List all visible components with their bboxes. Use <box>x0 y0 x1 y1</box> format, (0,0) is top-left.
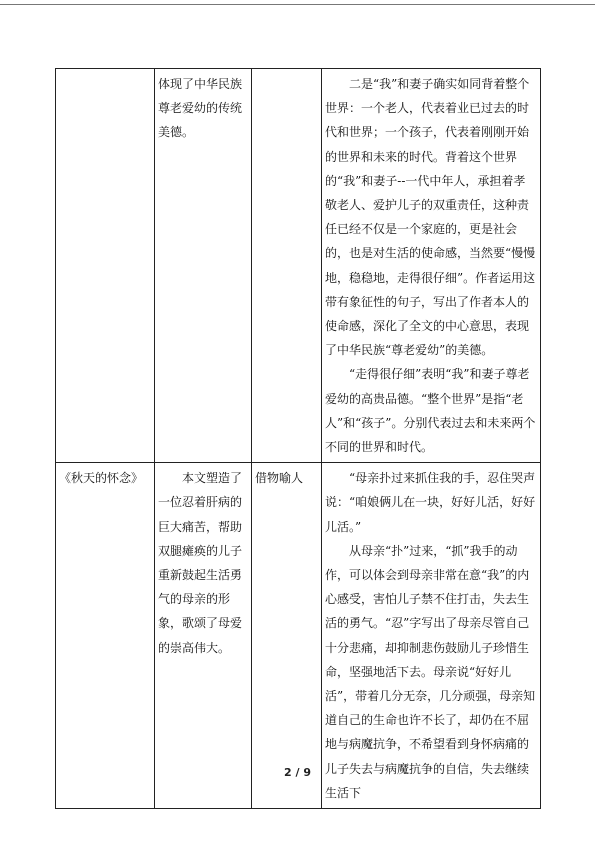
analysis-paragraph: “母亲扑过来抓住我的手，忍住哭声说：“咱娘俩儿在一块，好好儿活，好好儿活。” <box>325 471 536 534</box>
cell-title <box>56 69 155 463</box>
analysis-paragraph: “走得很仔细”表明“我”和妻子尊老爱幼的高贵品德。“整个世界”是指“老人”和“孩子”。分别代表过去和未来两个不同的世界和时代。 <box>325 367 536 455</box>
analysis-paragraph: 二是“我”和妻子确实如同背着整个世界：一个老人，代表着业已过去的时代和世界；一个孩子，代表着刚刚开始的世界和未来的时代。背着这个世界的“我”和妻子--一代中年人，承担着孝敬老人、爱护儿子的双重责任，这种责任已经不仅是一个家庭的，更是社会的，也是对生活的使命感，当然要“慢慢地，稳稳地，走得很仔细”。作者运用这带有象征性的句子，写出了作者本人的使命感，深化了全文的中心意思，表现了中华民族“尊老爱幼”的美德。 <box>325 77 536 358</box>
page-number: 2 / 9 <box>284 766 311 779</box>
text-technique: 借物喻人 <box>255 471 304 486</box>
cell-analysis <box>322 69 541 463</box>
analysis-paragraph: 从母亲“扑”过来，“抓”我手的动作，可以体会到母亲非常在意“我”的内心感受，害怕儿子禁不住打击，失去生活的勇气。“忍”字写出了母亲尽管自己十分悲痛，却抑制悲伤鼓励儿子珍惜生命，坚强地活下去。母亲说“好好儿活”，带着几分无奈，几分顽强，母亲知道自己的生命也许不长了，却仍在不屈地与病魔抗争，不希望看到身怀病痛的儿子失去与病魔抗争的自信，失去继续生活下 <box>325 543 536 800</box>
text-summary: 本文塑造了一位忍着肝病的巨大痛苦，帮助双腿瘫痪的儿子重新鼓起生活勇气的母亲的形象，歌颂了母爱的崇高伟大。 <box>158 471 243 655</box>
cell-summary <box>155 463 252 809</box>
text-title: 《秋天的怀念》 <box>59 471 144 486</box>
table-row <box>56 463 541 809</box>
cell-technique <box>252 69 322 463</box>
header-rule <box>0 4 595 5</box>
cell-analysis <box>322 463 541 809</box>
content-table <box>55 68 541 809</box>
text-summary: 体现了中华民族尊老爱幼的传统美德。 <box>158 77 243 140</box>
cell-technique <box>252 463 322 809</box>
cell-summary <box>155 69 252 463</box>
table-row <box>56 69 541 463</box>
cell-title <box>56 463 155 809</box>
